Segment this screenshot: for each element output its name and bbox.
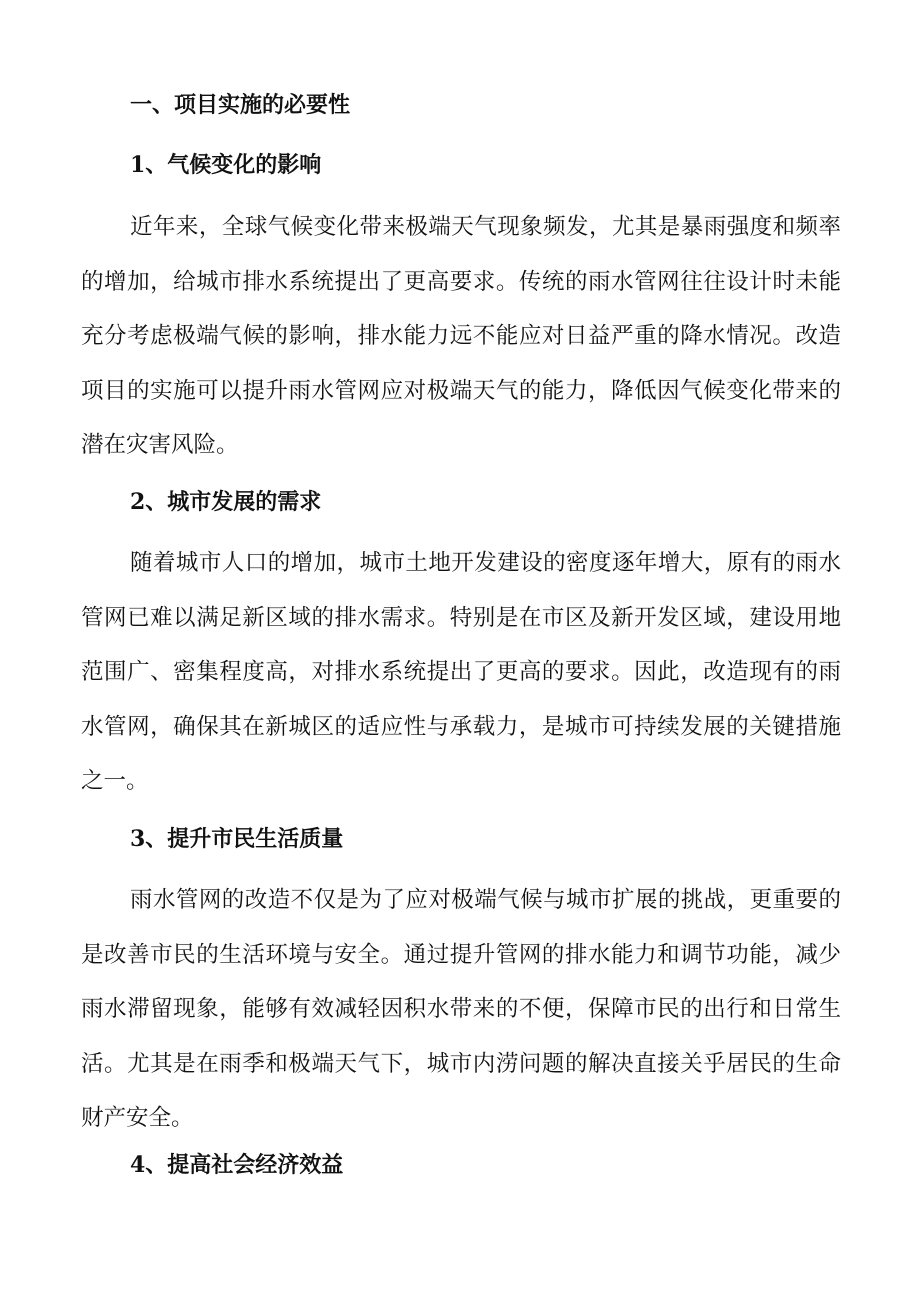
paragraph-urban-development: 随着城市人口的增加，城市土地开发建设的密度逐年增大，原有的雨水管网已难以满足新区域的排水需求。特别是在市区及新开发区域，建设用地范围广、密集程度高，对排水系统提出了更高的要求。因此，改造现有的雨水管网，确保其在新城区的适应性与承载力，是城市可持续发展的关键措施之一。 xyxy=(81,550,841,794)
paragraph-quality-of-life: 雨水管网的改造不仅是为了应对极端气候与城市扩展的挑战，更重要的是改善市民的生活环境与安全。通过提升管网的排水能力和调节功能，减少雨水滞留现象，能够有效减轻因积水带来的不便，保障市民的出行和日常生活。尤其是在雨季和极端天气下，城市内涝问题的解决直接关乎居民的生命财产安全。 xyxy=(81,887,841,1131)
subsection-heading-climate: 1、气候变化的影响 xyxy=(130,152,322,178)
subsection-heading-quality-of-life: 3、提升市民生活质量 xyxy=(130,826,344,852)
subsection-heading-urban-development: 2、城市发展的需求 xyxy=(130,489,322,515)
section-title: 一、项目实施的必要性 xyxy=(130,92,351,118)
subsection-heading-socioeconomic-benefits: 4、提高社会经济效益 xyxy=(130,1152,344,1178)
paragraph-climate: 近年来，全球气候变化带来极端天气现象频发，尤其是暴雨强度和频率的增加，给城市排水系统提出了更高要求。传统的雨水管网往往设计时未能充分考虑极端气候的影响，排水能力远不能应对日益严重的降水情况。改造项目的实施可以提升雨水管网应对极端天气的能力，降低因气候变化带来的潜在灾害风险。 xyxy=(81,214,841,458)
